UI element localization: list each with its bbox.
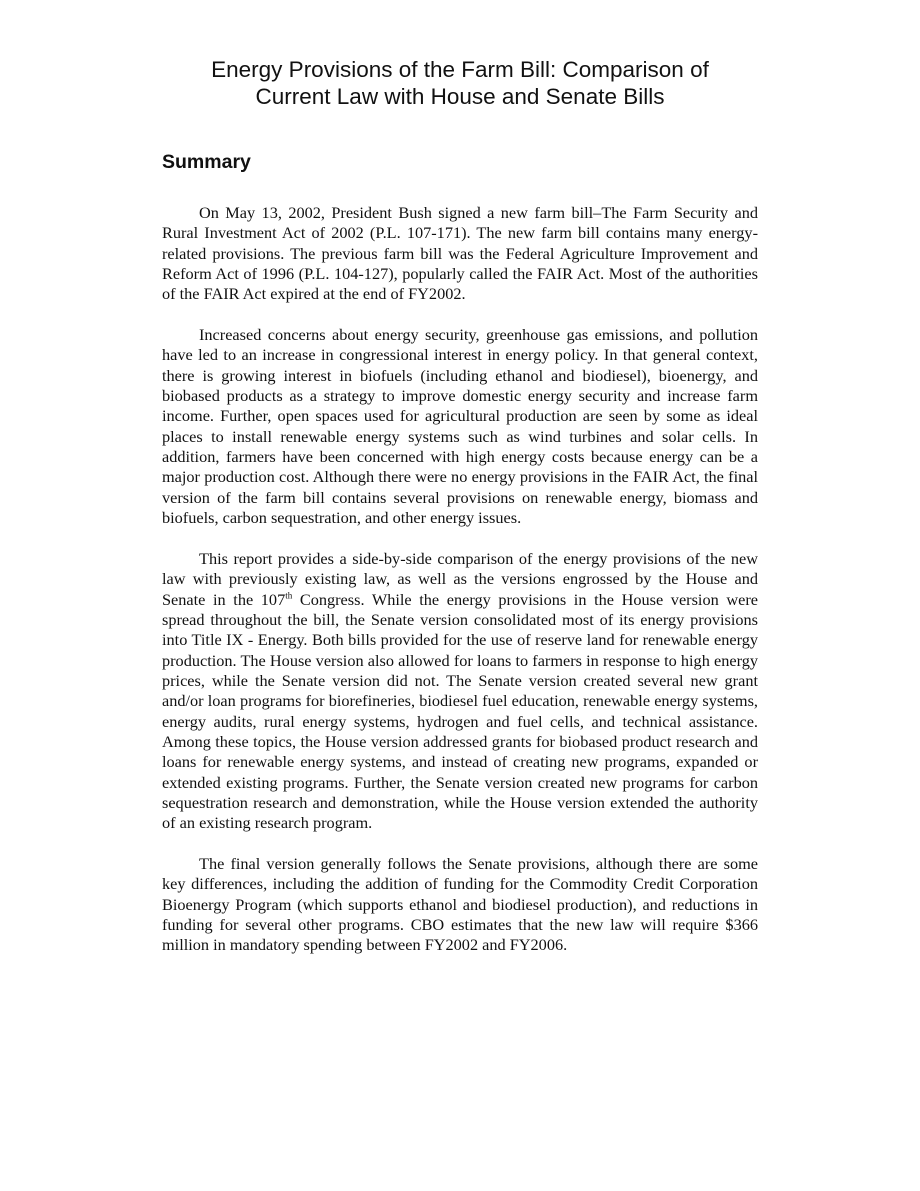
- title-line-1: Energy Provisions of the Farm Bill: Comparison of: [211, 57, 709, 82]
- paragraph-3-text-end: Congress. While the energy provisions in the House version were spread throughout the bill, the Senate version consolidated most of its energy provisions into Title IX - Energy. Both bills provided for the use of reserve land for renewable energy production. The House version also allowed for loans to farmers in response to high energy prices, while the Senate version did not. The Senate version created several new grant and/or loan programs for biorefineries, biodiesel fuel education, renewable energy systems, energy audits, rural energy systems, hydrogen and fuel cells, and technical assistance. Among these topics, the House version addressed grants for biobased product research and loans for renewable energy systems, and instead of creating new programs, expanded or extended existing programs. Further, the Senate version created new programs for carbon sequestration research and demonstration, while the House version extended the authority of an existing research program.: [162, 589, 758, 833]
- title-line-2: Current Law with House and Senate Bills: [255, 84, 665, 109]
- document-page: [162, 56, 758, 956]
- section-heading-summary: Summary: [162, 151, 251, 173]
- summary-paragraph-3: [162, 549, 758, 834]
- document-title: [162, 56, 758, 110]
- ordinal-superscript: th: [285, 590, 293, 601]
- summary-paragraph-4: The final version generally follows the Senate provisions, although there are some key differences, including the addition of funding for the Commodity Credit Corporation Bioenergy Program (which supports ethanol and biodiesel production), and reductions in funding for several other programs. CBO estimates that the new law will require $366 million in mandatory spending between FY2002 and FY2006.: [162, 854, 758, 955]
- summary-paragraph-1: On May 13, 2002, President Bush signed a new farm bill–The Farm Security and Rural Investment Act of 2002 (P.L. 107-171). The new farm bill contains many energy-related provisions. The previous farm bill was the Federal Agriculture Improvement and Reform Act of 1996 (P.L. 104-127), popularly called the FAIR Act. Most of the authorities of the FAIR Act expired at the end of FY2002.: [162, 203, 758, 304]
- paragraph-3-text-start: This report provides a side-by-side comparison of the energy provisions of the new law with previously existing law, as well as the versions engrossed by the House and Senate in the 107: [162, 548, 758, 609]
- summary-paragraph-2: Increased concerns about energy security, greenhouse gas emissions, and pollution have led to an increase in congressional interest in energy policy. In that general context, there is growing interest in biofuels (including ethanol and biodiesel), bioenergy, and biobased products as a strategy to improve domestic energy security and increase farm income. Further, open spaces used for agricultural production are seen by some as ideal places to install renewable energy systems such as wind turbines and solar cells. In addition, farmers have been concerned with high energy costs because energy can be a major production cost. Although there were no energy provisions in the FAIR Act, the final version of the farm bill contains several provisions on renewable energy, biomass and biofuels, carbon sequestration, and other energy issues.: [162, 325, 758, 528]
